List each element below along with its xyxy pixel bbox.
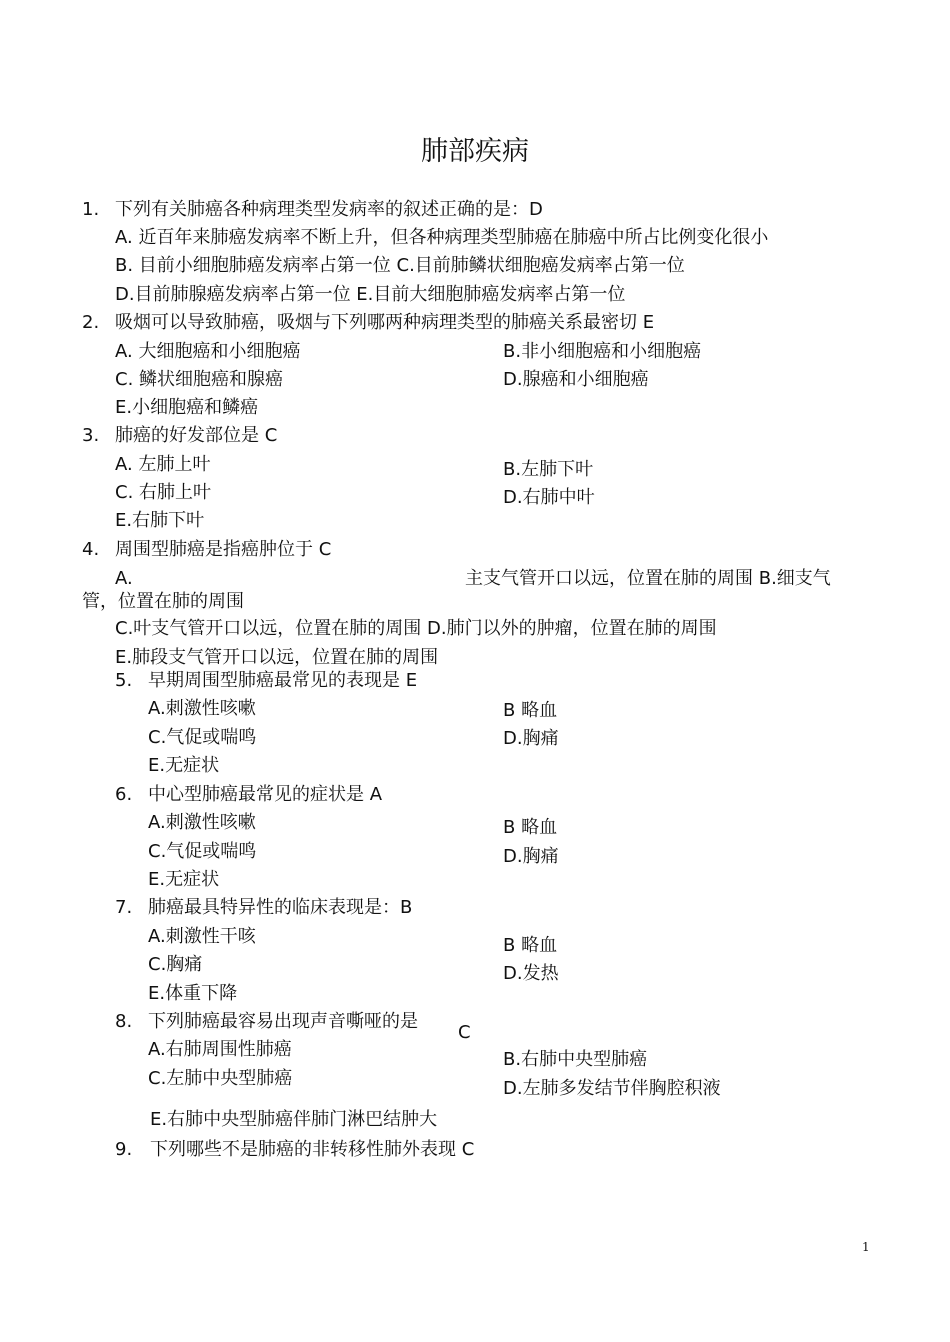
question-stem: 肺癌最具特异性的临床表现是：B — [148, 897, 413, 918]
question-stem: 下列有关肺癌各种病理类型发病率的叙述正确的是：D — [115, 199, 543, 220]
option-e: E.小细胞癌和鳞癌 — [115, 397, 259, 418]
option-b: B 略血 — [503, 817, 558, 838]
question-stem: 早期周围型肺癌最常见的表现是 E — [148, 670, 418, 691]
question-number: 2. — [82, 312, 100, 333]
question-number: 3. — [82, 425, 100, 446]
question-stem: 下列哪些不是肺癌的非转移性肺外表现 C — [150, 1139, 475, 1160]
option-c: C.胸痛 — [148, 954, 203, 975]
option-b: B.右肺中央型肺癌 — [503, 1049, 648, 1070]
option-b: B.非小细胞癌和小细胞癌 — [503, 341, 702, 362]
option-a: A.右肺周围性肺癌 — [148, 1039, 292, 1060]
option-d: D.胸痛 — [503, 846, 559, 867]
option-d: D.左肺多发结节伴胸腔积液 — [503, 1078, 721, 1099]
option-line: 管，位置在肺的周围 — [82, 591, 244, 612]
page-number: 1 — [862, 1240, 870, 1254]
option-d: D.腺癌和小细胞癌 — [503, 369, 649, 390]
option-line: A. — [115, 568, 133, 589]
question-stem: 吸烟可以导致肺癌，吸烟与下列哪两种病理类型的肺癌关系最密切 E — [115, 312, 655, 333]
option-a: A.刺激性干咳 — [148, 926, 256, 947]
option-e: E.无症状 — [148, 869, 220, 890]
option-d: D.右肺中叶 — [503, 487, 595, 508]
option-line: D.目前肺腺癌发病率占第一位 E.目前大细胞肺癌发病率占第一位 — [115, 284, 626, 305]
option-c: C.气促或喘鸣 — [148, 727, 257, 748]
option-b: B 略血 — [503, 700, 558, 721]
question-number: 5. — [115, 670, 133, 691]
question-number: 7. — [115, 897, 133, 918]
option-c: C.气促或喘鸣 — [148, 841, 257, 862]
question-number: 1. — [82, 199, 100, 220]
option-line: A. 近百年来肺癌发病率不断上升，但各种病理类型肺癌在肺癌中所占比例变化很小 — [115, 227, 769, 248]
question-number: 4. — [82, 539, 100, 560]
option-d: D.发热 — [503, 963, 559, 984]
option-line: E.肺段支气管开口以远，位置在肺的周围 — [115, 647, 439, 668]
option-a: A.刺激性咳嗽 — [148, 698, 256, 719]
option-e: E.右肺中央型肺癌伴肺门淋巴结肿大 — [150, 1109, 438, 1130]
question-stem: 肺癌的好发部位是 C — [115, 425, 278, 446]
option-a: A.刺激性咳嗽 — [148, 812, 256, 833]
question-number: 6. — [115, 784, 133, 805]
option-e: E.右肺下叶 — [115, 510, 205, 531]
question-stem: 周围型肺癌是指癌肿位于 C — [115, 539, 332, 560]
option-line: B. 目前小细胞肺癌发病率占第一位 C.目前肺鳞状细胞癌发病率占第一位 — [115, 255, 685, 276]
answer-letter: C — [458, 1022, 471, 1043]
option-d: D.胸痛 — [503, 728, 559, 749]
question-stem: 下列肺癌最容易出现声音嘶哑的是 — [148, 1011, 418, 1032]
option-a: A. 大细胞癌和小细胞癌 — [115, 341, 301, 362]
option-line: 主支气管开口以远，位置在肺的周围 B.细支气 — [465, 568, 831, 589]
option-e: E.无症状 — [148, 755, 220, 776]
option-e: E.体重下降 — [148, 983, 238, 1004]
question-number: 8. — [115, 1011, 133, 1032]
question-number: 9. — [115, 1139, 133, 1160]
option-line: C.叶支气管开口以远，位置在肺的周围 D.肺门以外的肿瘤，位置在肺的周围 — [115, 618, 717, 639]
option-b: B 略血 — [503, 935, 558, 956]
option-a: A. 左肺上叶 — [115, 454, 211, 475]
question-stem: 中心型肺癌最常见的症状是 A — [148, 784, 383, 805]
option-c: C. 鳞状细胞癌和腺癌 — [115, 369, 284, 390]
option-c: C. 右肺上叶 — [115, 482, 212, 503]
page-title: 肺部疾病 — [421, 136, 529, 167]
option-c: C.左肺中央型肺癌 — [148, 1068, 293, 1089]
option-b: B.左肺下叶 — [503, 459, 594, 480]
